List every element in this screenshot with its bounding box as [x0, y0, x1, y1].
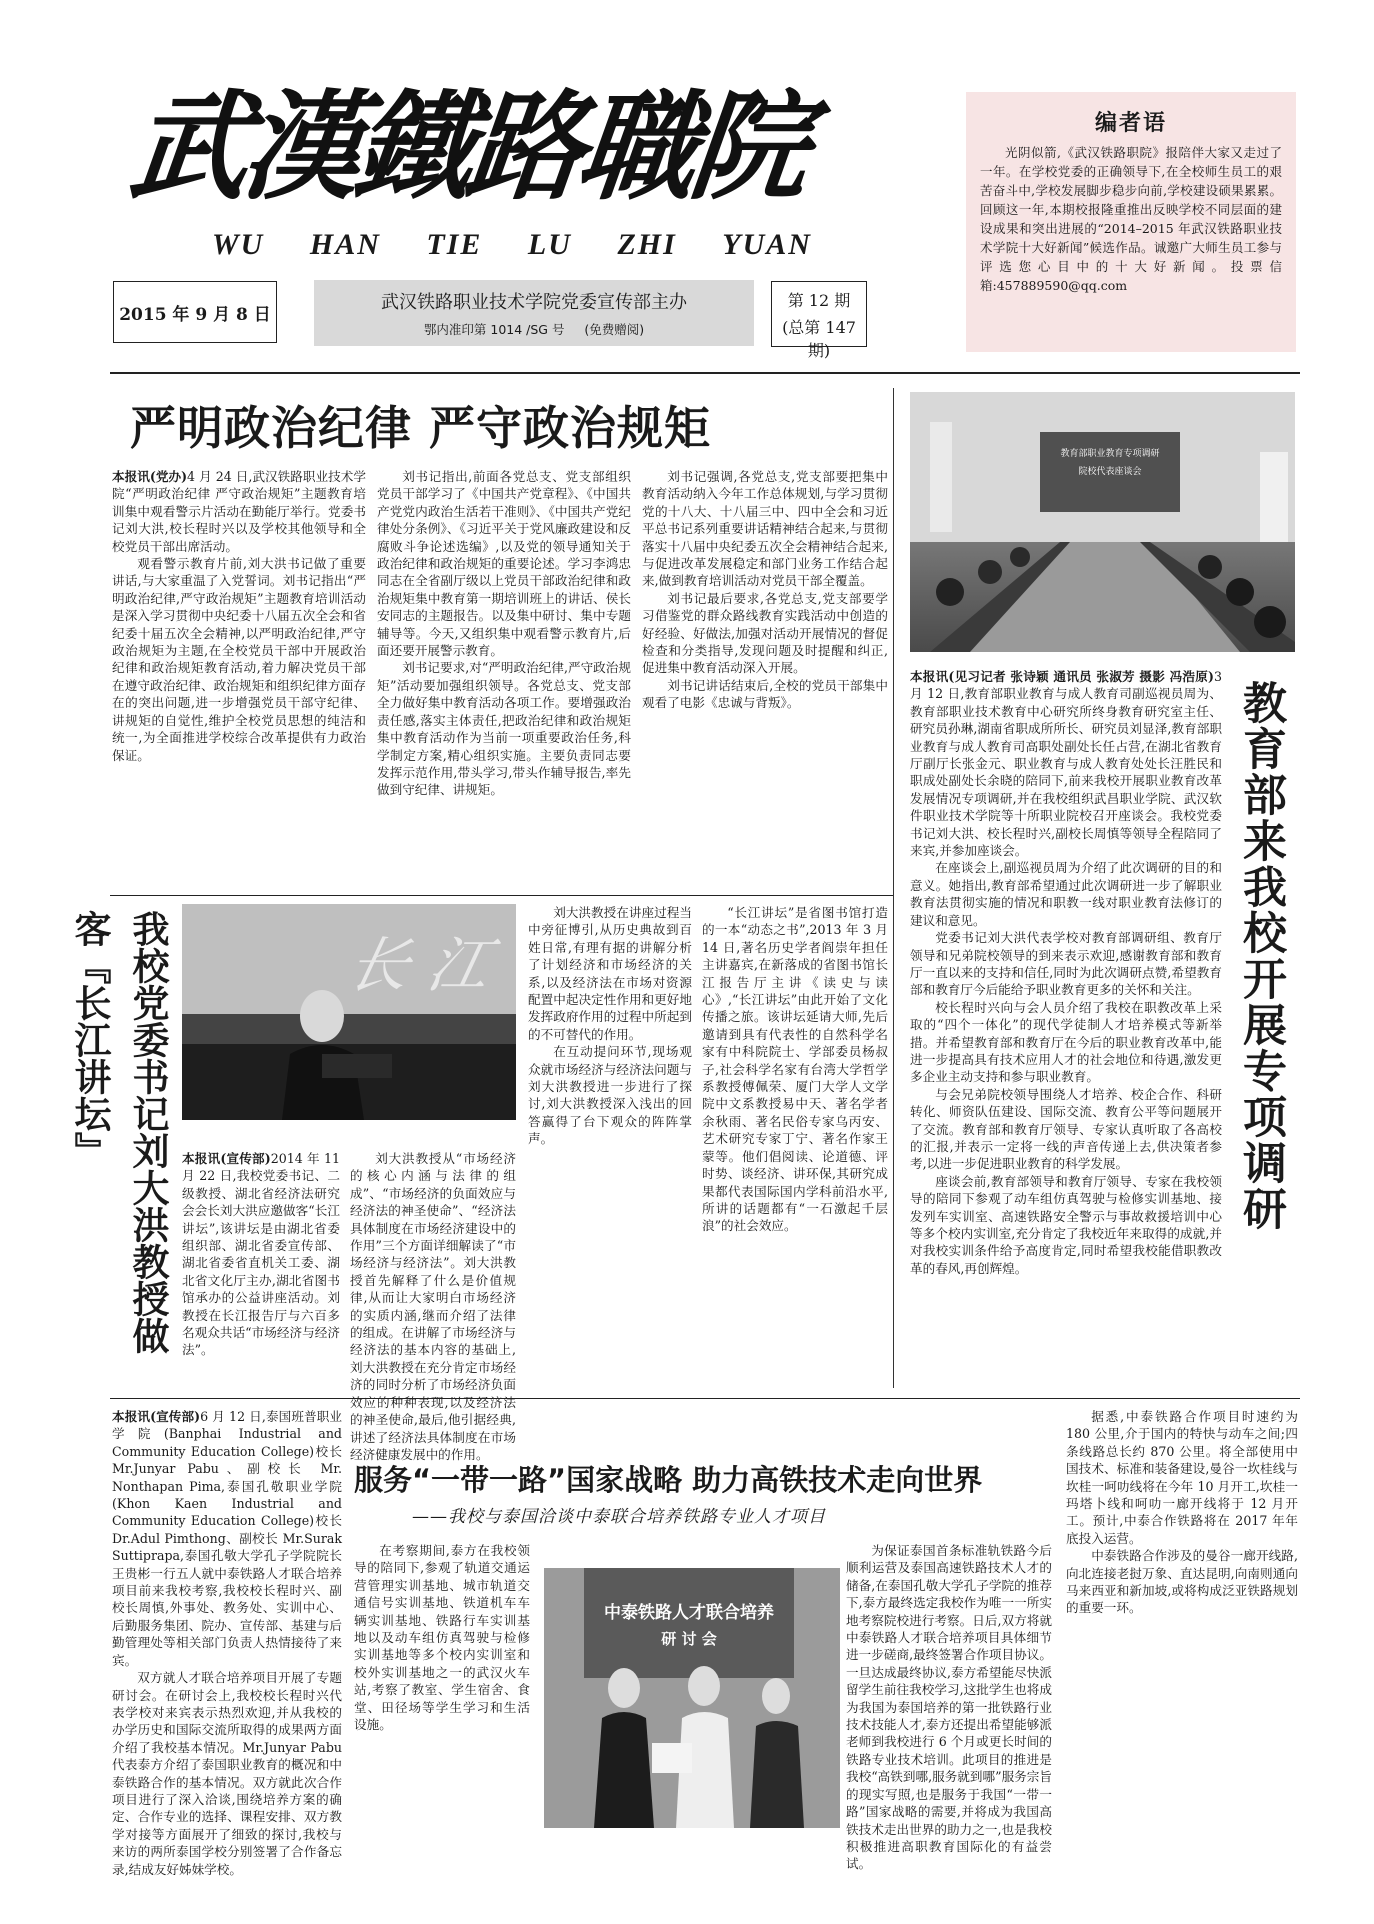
meeting-photo — [910, 392, 1295, 652]
article3-col3 — [528, 904, 692, 1390]
pinyin-word: HAN — [309, 228, 381, 261]
article4-p6: 中泰铁路合作涉及的曼谷一廊开线路,向北连接老挝万象、直达昆明,向南则通向马来西亚和新加坡,或将构成泛亚铁路规划的重要一环。 — [1066, 1548, 1298, 1616]
article2-headline: 教育部来我校开展专项调研 — [1235, 680, 1286, 1232]
article1-col3 — [642, 468, 888, 888]
pinyin-word: LU — [527, 228, 572, 261]
article3-byline: 本报讯(宣传部) — [182, 1151, 271, 1166]
article1-col1 — [112, 468, 366, 888]
lecture-backdrop-text: 长江 — [341, 931, 517, 1001]
editor-note-body: 光阴似箭,《武汉铁路职院》报陪伴大家又走过了一年。在学校党委的正确领导下,在全校师生员工的艰苦奋斗中,学校发展脚步稳步向前,学校建设硕果累累。回顾这一年,本期校报隆重推出反映学校不同层面的建设成果和突出进展的“2014–2015 年武汉铁路职业技术学院十大好新闻”候选作品。诚邀广大师生员工参与评选您心目中的十大好新闻。投票信箱:457889590@qq.com — [980, 145, 1282, 293]
publisher-box — [314, 280, 754, 346]
issue-box — [771, 281, 867, 360]
article1-p1: 4 月 24 日,武汉铁路职业技术学院“严明政治纪律 严守政治规矩”主题教育培训集中观看警示片活动在勤能厅举行。党委书记刘大洪,校长程时兴以及学校其他领导和全校党员干部出席活动。 — [112, 469, 366, 554]
permit-number: 鄂内准印第 1014 /SG 号 — [423, 322, 565, 337]
article2-p3: 党委书记刘大洪代表学校对教育部调研组、教育厅领导和兄弟院校领导的到来表示欢迎,感谢教育部和教育厅一直以来的支持和信任,同时为此次调研点赞,希望教育部和教育厅今后能给予职业教育更多的关怀和关注。 — [910, 930, 1222, 998]
signing-banner-line2: 研 讨 会 — [661, 1630, 717, 1648]
article1-p4: 刘书记要求,对“严明政治纪律,严守政治规矩”活动要加强组织领导。各党总支、党支部全力做好集中教育活动各项工作。要增强政治责任感,落实主体责任,把政治纪律和政治规矩集中教育活动作为当前一项重要政治任务,科学制定方案,精心组织实施。主要负责同志要发挥示范作用,带头学习,带头作辅导报告,率先做到守纪律、讲规矩。 — [377, 660, 631, 798]
article3-headline: 我校党委书记刘大洪教授做客『长江讲坛』 — [68, 910, 169, 1354]
article4-byline: 本报讯(宣传部) — [112, 1409, 201, 1424]
date-box — [113, 281, 277, 343]
article1-p3: 刘书记指出,前面各党总支、党支部组织党员干部学习了《中国共产党章程》、《中国共产党党内政治生活若干准则》、《中国共产党纪律处分条例》、《习近平关于党风廉政建设和反腐败斗争论述选编》,以及党的领导通知关于政治纪律和政治规矩的重要论述。学习李鸿忠同志在全省副厅级以上党员干部政治纪律和政治规矩集中教育第一期培训班上的讲话、侯长安同志的主题报告。以及集中研讨、集中专题辅导等。今天,又组织集中观看警示教育片,后面还要开展警示教育。 — [377, 469, 631, 659]
article3-col2 — [350, 1150, 516, 1462]
article1-p6: 刘书记最后要求,各党总支,党支部要学习借鉴党的群众路线教育实践活动中创造的好经验、好做法,加强对活动开展情况的督促检查和分类指导,发现问题及时提醒和纠正,促进集中教育活动深入开展。 — [642, 590, 888, 676]
article3-p4: 在互动提问环节,现场观众就市场经济与经济法问题与刘大洪教授进一步进行了探讨,刘大洪教授深入浅出的回答赢得了台下观众的阵阵掌声。 — [528, 1044, 692, 1147]
signing-photo — [544, 1568, 840, 1828]
article2-credits: (见习记者 张诗颖 通讯员 张淑芳 摄影 冯浩原) — [948, 669, 1214, 684]
article4-p2: 双方就人才联合培养项目开展了专题研讨会。在研讨会上,我校校长程时兴代表学校对来宾表示热烈欢迎,并从我校的办学历史和国际交流所取得的成果两方面介绍了我校基本情况。Mr.Junyar Pabu 代表泰方介绍了泰国职业教育的概况和中泰铁路合作的基本情况。双方就此次合作项目进行了深入洽谈,围绕培养方案的确定、合作专业的选择、课程安排、双方教学对接等方面展开了细致的探讨,我校与来访的两所泰国学校分别签署了合作备忘录,结成友好姊妹学校。 — [112, 1670, 342, 1877]
article4-p4: 为保证泰国首条标准轨铁路今后顺利运营及泰国高速铁路技术人才的储备,在泰国孔敬大学孔子学院的推荐下,泰方最终选定我校作为唯一一所实地考察院校进行考察。日后,双方将就中泰铁路人才联合培养项目具体细节进一步磋商,最终签署合作项目协议。一旦达成最终协议,泰方希望能尽快派留学生前往我校学习,这批学生也将成为我国为泰国培养的第一批铁路行业技术技能人才,泰方还提出希望能够派老师到我校进行 6 个月或更长时间的铁路专业技术培训。此项目的推进是我校“高铁到哪,服务就到哪”服务宗旨的现实写照,也是服务于我国“一带一路”国家战略的需要,并将成为我国高铁技术走出世界的助力之一,也是我校积极推进高职教育国际化的有益尝试。 — [846, 1543, 1052, 1872]
article4-p3: 在考察期间,泰方在我校领导的陪同下,参观了轨道交通运营管理实训基地、城市轨道交通信号实训基地、铁道机车车辆实训基地、铁路行车实训基地以及动车组仿真驾驶与检修实训基地等多个校内实训室和校外实训基地之一的武汉火车站,考察了教室、学生宿舍、食堂、田径场等学生学习和生活设施。 — [354, 1543, 530, 1733]
pinyin-word: TIE — [426, 228, 483, 261]
article1-p7: 刘书记讲话结束后,全校的党员干部集中观看了电影《忠诚与背叛》。 — [642, 677, 888, 711]
article4-p5: 据悉,中泰铁路合作项目时速约为 180 公里,介于国内的特快与动车之间;四条线路总长约 870 公里。将全部使用中国技术、标准和装备建设,曼谷一坎桂线与坎桂一呵叻线将在今年 10 月开工,坎桂一玛塔卜线和呵叻一廊开线将于 12 月开工。预计,中泰合作铁路将在 2017 年年底投入运营。 — [1066, 1409, 1298, 1546]
article3-col1 — [182, 1150, 340, 1390]
article3-p5: “长江讲坛”是省图书馆打造的一本“动态之书”,2013 年 3 月 14 日,著名历史学者阎崇年担任主讲嘉宾,在新落成的省图书馆长江报告厅主讲《读史与读心》,“长江讲坛”由此开始了文化传播之旅。该讲坛延请大师,先后邀请到具有代表性的自然科学名家有中科院院士、学部委员杨叔子,社会科学名家有台湾大学哲学系教授傅佩荣、厦门大学人文学院中文系教授易中天、著名学者余秋雨、著名民俗专家乌丙安、艺术研究专家丁宁、著名作家王蒙等。他们倡阅读、论道德、评时势、谈经济、讲环保,其研究成果都代表国际国内学科前沿水平,所讲的话题都有“一石激起千层浪”的社会效应。 — [702, 905, 888, 1234]
article2-col — [910, 668, 1222, 1392]
article4-col3 — [846, 1542, 1052, 1908]
free-note: (免费赠阅) — [584, 322, 645, 337]
article4-p1: 6 月 12 日,泰国班普职业学院(Banphai Industrial and Community Education College)校长 Mr.Junyar Pabu、副校长 Mr. Nonthapan Pima,泰国孔敬职业学院(Khon Kaen Industrial and Community Education College)校长 Dr.Adul Pimthong、副校长 Mr.Surak Suttiprapa,泰国孔敬大学孔子学院院长王贵彬一行五人就中泰铁路人才联合培养项目前来我校考察,我校校长程时兴、副校长周慎,外事处、教务处、实训中心、后勤服务集团、院办、宣传部、基建与后勤管理处等相关部门负责人热情接待了来宾。 — [112, 1409, 342, 1668]
signing-banner-line1: 中泰铁路人才联合培养 — [604, 1603, 774, 1623]
pinyin-word: WU — [212, 228, 265, 261]
meeting-banner-line2: 院校代表座谈会 — [1078, 467, 1142, 477]
pinyin-word: ZHI — [617, 228, 677, 261]
pinyin-word: YUAN — [722, 228, 812, 261]
masthead-title: 武漢鐵路職院 — [123, 77, 811, 216]
article1-p2: 观看警示教育片前,刘大洪书记做了重要讲话,与大家重温了入党誓词。刘书记指出“严明政治纪律,严守政治规矩”主题教育培训活动是深入学习贯彻中央纪委十八届五次全会和省纪委十届五次全会精神,以严明政治纪律,严守政治规矩为主题,在全校党员干部中开展政治纪律和政治规矩教育活动,着力解决党员干部在遵守政治纪律、政治规矩和组织纪律方面存在的突出问题,进一步增强党员干部守纪律、讲规矩的自觉性,维护全校党员思想的纯洁和统一,为全面推进学校综合改革提供有力政治保证。 — [112, 556, 366, 763]
editor-note-title: 编者语 — [1094, 111, 1167, 136]
article2-p5: 与会兄弟院校领导围绕人才培养、校企合作、科研转化、师资队伍建设、国际交流、教育公平等问题展开了交流。教育部和教育厅领导、专家认真听取了各高校的汇报,并表示一定将一线的声音传递上去,供决策者参考,以进一步促进职业教育的科学发展。 — [910, 1086, 1222, 1172]
article2-byline: 本报讯 — [910, 669, 949, 684]
meeting-banner-line1: 教育部职业教育专项调研 — [1060, 449, 1160, 459]
meeting-photo-scene — [910, 392, 1295, 652]
article3-p1: 2014 年 11 月 22 日,我校党委书记、二级教授、湖北省经济法研究会会长刘大洪应邀做客“长江讲坛”,该讲坛是由湖北省委组织部、湖北省委宣传部、湖北省委省直机关工委、湖北省文化厅主办,湖北省图书馆承办的公益讲座活动。刘教授在长江报告厅与六百多名观众共话“市场经济与经济法”。 — [182, 1151, 340, 1358]
article1-byline: 本报讯(党办) — [112, 469, 188, 484]
article1-col2 — [377, 468, 631, 888]
issue-number: 第 12 期 — [787, 291, 851, 310]
article3-p3: 刘大洪教授在讲座过程当中旁征博引,从历史典故到百姓日常,有理有据的讲解分析了计划经济和市场经济的关系,以及经济法在市场对资源配置中起决定性作用和更好地发挥政府作用的过程中所起到的不可替代的作用。 — [528, 905, 692, 1042]
article2-p1: 3 月 12 日,教育部职业教育与成人教育司副巡视员周为、教育部职业技术教育中心研究所终身教育研究室主任、研究员孙琳,湖南省职成所所长、研究员刘显泽,教育部职业教育与成人教育司高职处副处长任占营,在湖北省教育厅副厅长张金元、职业教育与成人教育处处长汪胜民和职成处副处长余晓的陪同下,前来我校开展职业教育改革发展情况专项调研,并在我校组织武昌职业学院、武汉软件职业技术学院等十所职业院校召开座谈会。我校党委书记刘大洪、校长程时兴,副校长周慎等领导全程陪同了来宾,并参加座谈会。 — [910, 669, 1223, 859]
article4-col4 — [1066, 1408, 1298, 1908]
issue-date: 2015 年 9 月 8 日 — [119, 304, 271, 325]
article1-p5: 刘书记强调,各党总支,党支部要把集中教育活动纳入今年工作总体规划,与学习贯彻党的十八大、十八届三中、四中全会和习近平总书记系列重要讲话精神结合起来,与贯彻落实十八届中央纪委五次全会精神结合起来,与促进改革发展稳定和部门业务工作结合起来,做到教育培训活动对党员干部全覆盖。 — [642, 469, 888, 589]
article2-p4: 校长程时兴向与会人员介绍了我校在职教改革上采取的“四个一体化”的现代学徒制人才培养模式等新举措。并希望教育部和教育厅在今后的职业教育改革中,能进一步提高具有技术应用人才的社会地位和待遇,激发更多企业主动支持和参与职业教育。 — [910, 999, 1222, 1085]
column-divider — [893, 388, 894, 1388]
article4-headline: 服务“一带一路”国家战略 助力高铁技术走向世界 — [354, 1463, 983, 1497]
article1-headline: 严明政治纪律 严守政治规矩 — [130, 401, 712, 455]
masthead-pinyin — [212, 228, 812, 262]
article4-col1 — [112, 1408, 342, 1908]
article4-col2 — [354, 1542, 530, 1908]
article2-p2: 在座谈会上,副巡视员周为介绍了此次调研的目的和意义。她指出,教育部希望通过此次调研进一步了解职业教育法贯彻实施的情况和职教一线对职业教育法修订的建议和意见。 — [910, 860, 1222, 928]
lecture-photo — [182, 904, 516, 1120]
publisher: 武汉铁路职业技术学院党委宣传部主办 — [381, 292, 687, 313]
editor-note — [966, 92, 1296, 352]
article2-p6: 座谈会前,教育部领导和教育厅领导、专家在我校领导的陪同下参观了动车组仿真驾驶与检修实训基地、接发列车实训室、高速铁路安全警示与事故救援培训中心等多个校内实训室,充分肯定了我校近年来取得的成就,并对我校实训条件给予高度肯定,同时希望我校能借职教改革的春风,再创辉煌。 — [910, 1173, 1222, 1276]
article3-col4 — [702, 904, 888, 1390]
section-divider — [110, 895, 893, 896]
article4-subhead: ——我校与泰国洽谈中泰联合培养铁路专业人才项目 — [412, 1507, 826, 1527]
bottom-section-divider — [110, 1398, 1300, 1399]
total-issue: (总第 147 期) — [782, 318, 856, 360]
masthead-divider — [110, 372, 1300, 374]
article3-p2: 刘大洪教授从“市场经济的核心内涵与法律的组成”、“市场经济的负面效应与经济法的神圣使命”、“经济法具体制度在市场经济建设中的作用”三个方面详细解读了“市场经济与经济法”。刘大洪教授首先解释了什么是价值规律,从而让大家明白市场经济的实质内涵,继而介绍了法律的组成。在讲解了市场经济与经济法的基本内容的基础上,刘大洪教授在充分肯定市场经济的同时分析了市场经济负面效应的种种表现,以及经济法的神圣使命,最后,他引据经典,讲述了经济法具体制度在市场经济健康发展中的作用。 — [350, 1151, 516, 1462]
